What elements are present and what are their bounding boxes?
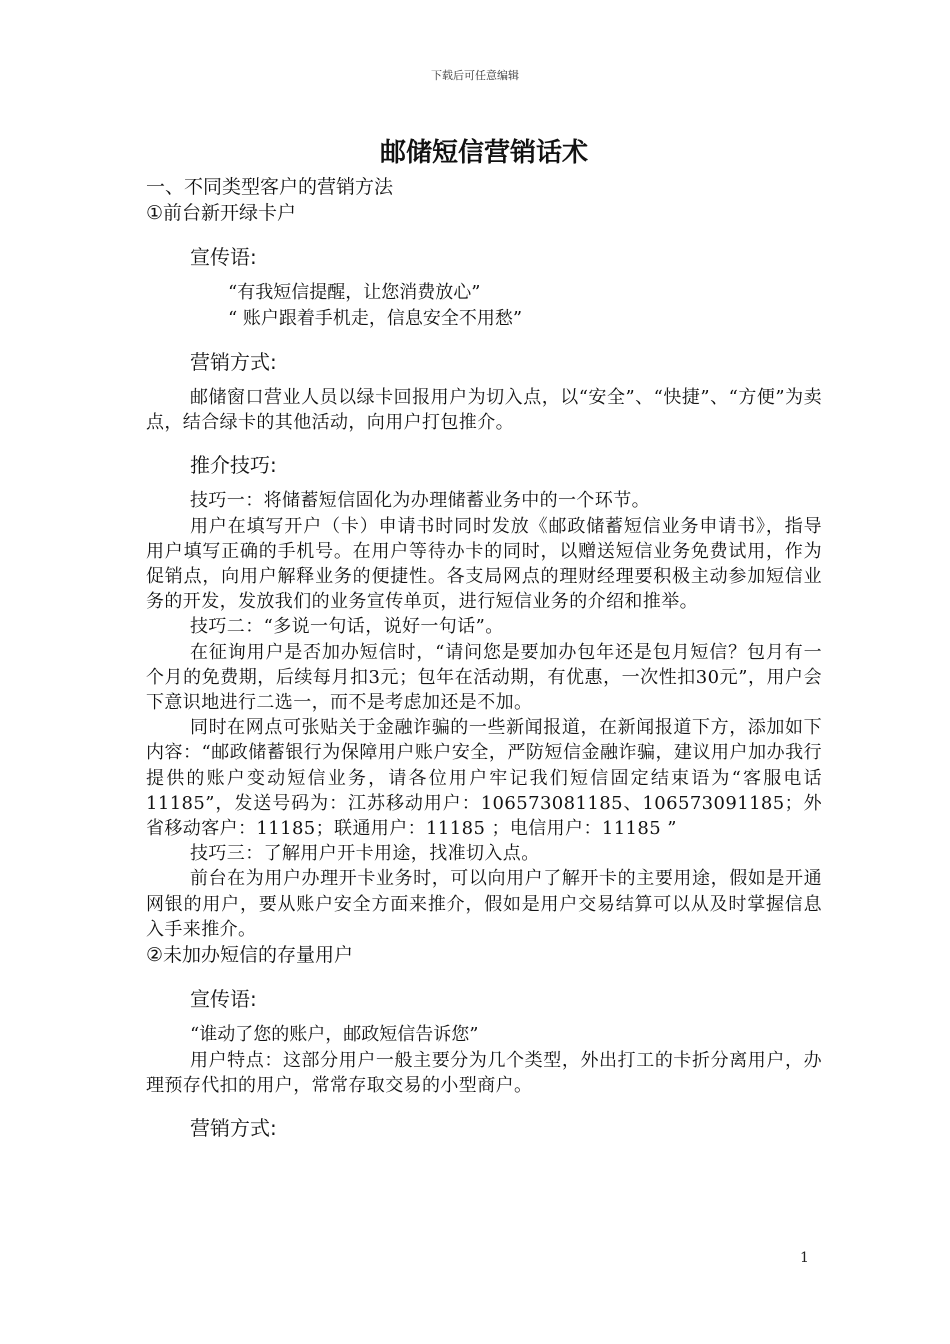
method-label: 营销方式: (190, 350, 277, 374)
slogan-line: “有我短信提醒，让您消费放心” (228, 282, 481, 303)
tips-paragraph: 技巧三：了解用户开卡用途，找准切入点。 (190, 843, 540, 865)
subsection-heading-2: ②未加办短信的存量用户 (146, 944, 354, 967)
tips-label: 推介技巧: (190, 453, 277, 478)
tips-paragraph: 同时在网点可张贴关于金融诈骗的一些新闻报道，在新闻报道下方，添加如下内容：“邮政储蓄银行为保障用户账户安全，严防短信金融诈骗，建议用户加办我行提供的账户变动短信业务，请各位用户牢记我们短信固定结束语为“客服电话11185”，发送号码为：江苏移动用户：106573081185、106573091185；外省移动客户：11185；联通用户：11185 ；电信用户：11185 ” (146, 717, 822, 840)
user-traits-paragraph: 用户特点：这部分用户一般主要分为几个类型，外出打工的卡折分离用户，办理预存代扣的用户，常常存取交易的小型商户。 (146, 1050, 822, 1097)
page-number: 1 (800, 1250, 809, 1266)
document-body (146, 134, 822, 1151)
tips-paragraph: 用户在填写开户（卡）申请书时同时发放《邮政储蓄短信业务申请书》，指导用户填写正确的手机号。在用户等待办卡的同时，以赠送短信业务免费试用，作为促销点，向用户解释业务的便捷性。各支局网点的理财经理要积极主动参加短信业务的开发，发放我们的业务宣传单页，进行短信业务的介绍和推举。 (146, 515, 822, 613)
slogan-line: “谁动了您的账户，邮政短信告诉您” (190, 1024, 479, 1046)
method-paragraph: 邮储窗口营业人员以绿卡回报用户为切入点，以“安全”、“快捷”、“方便”为卖点，结合绿卡的其他活动，向用户打包推介。 (146, 387, 822, 434)
document-title: 邮储短信营销话术 (379, 138, 588, 168)
method-label: 营销方式: (190, 1116, 277, 1141)
tips-paragraph: 在征询用户是否加办短信时，“请问您是要加办包年还是包月短信？包月有一个月的免费期，后续每月扣3元；包年在活动期，有优惠，一次性扣30元”，用户会下意识地进行二选一，而不是考虑加还是不加。 (146, 641, 822, 714)
section-heading: 一、不同类型客户的营销方法 (146, 176, 394, 198)
subsection-heading-1: ①前台新开绿卡户 (146, 202, 297, 224)
tips-paragraph: 技巧二：“多说一句话，说好一句话”。 (190, 616, 504, 638)
slogan-line: “ 账户跟着手机走，信息安全不用愁” (228, 308, 523, 329)
tips-paragraph: 技巧一：将储蓄短信固化为办理储蓄业务中的一个环节。 (190, 490, 650, 512)
slogan-label: 宣传语: (190, 987, 257, 1012)
page-header-note: 下载后可任意编辑 (431, 69, 519, 82)
tips-paragraph: 前台在为用户办理开卡业务时，可以向用户了解开卡的主要用途，假如是开通网银的用户，要从账户安全方面来推介，假如是用户交易结算可以从及时掌握信息入手来推介。 (146, 868, 822, 940)
slogan-label: 宣传语: (190, 245, 257, 269)
